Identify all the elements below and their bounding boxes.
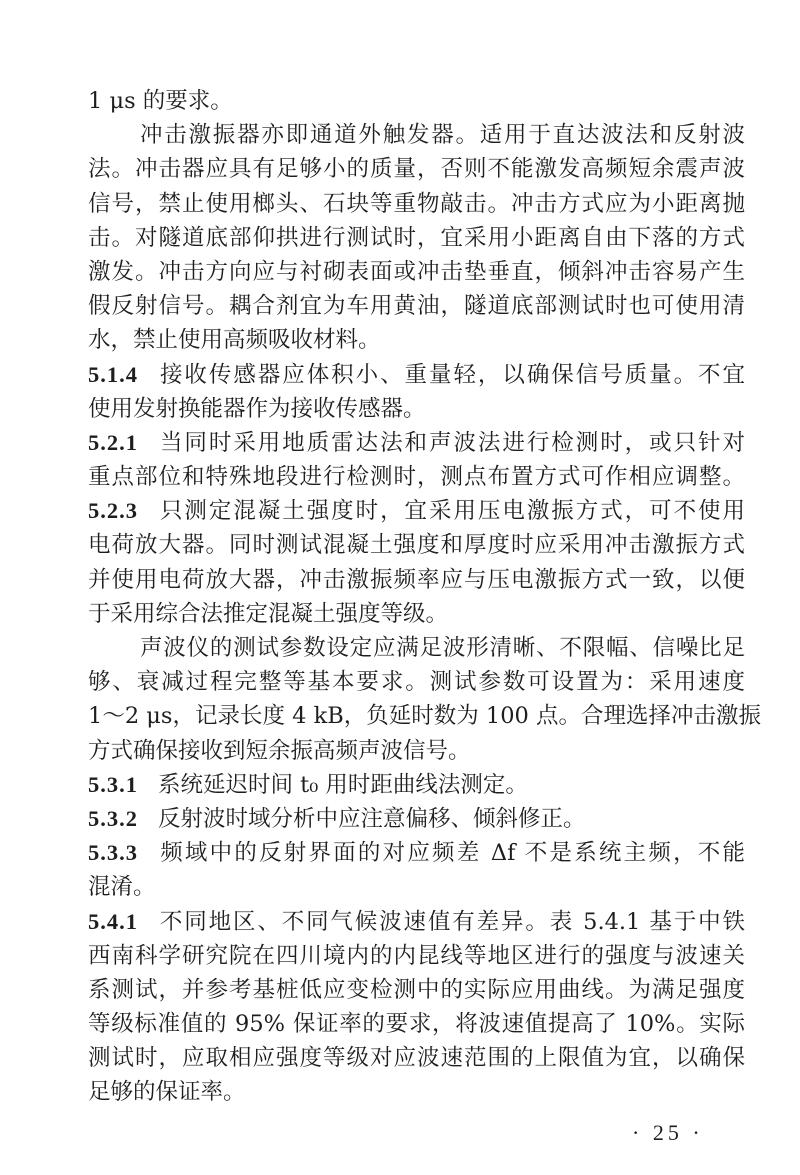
text-line (88, 973, 745, 1007)
section-number: 5.2.3 (88, 498, 138, 524)
text-line (88, 358, 745, 392)
text-line (88, 870, 745, 904)
section-number: 5.4.1 (88, 908, 138, 934)
page-number: · 25 · (632, 1120, 704, 1145)
text-line (88, 323, 745, 357)
text-line (88, 905, 745, 939)
line-text: 击。对隧道底部仰拱进行测试时，宜采用小距离自由下落的方式 (88, 224, 745, 251)
text-line (88, 494, 745, 528)
line-text: 测试时，应取相应强度等级对应波速范围的上限值为宜，以确保 (88, 1045, 745, 1072)
text-line (88, 939, 745, 973)
line-text: 并使用电荷放大器，冲击激振频率应与压电激振方式一致，以便 (88, 566, 745, 593)
line-text: 信号，禁止使用榔头、石块等重物敲击。冲击方式应为小距离抛 (88, 190, 745, 217)
line-text: 冲击激振器亦即通道外触发器。适用于直达波法和反射波 (140, 122, 745, 149)
section-number: 5.3.3 (88, 840, 138, 866)
line-text: 系统延迟时间 t₀ 用时距曲线法测定。 (158, 771, 528, 798)
line-text: 不同地区、不同气候波速值有差异。表 5.4.1 基于中铁 (158, 908, 745, 935)
text-line (88, 802, 745, 836)
line-text: 足够的保证率。 (88, 1079, 246, 1106)
line-text: 等级标准值的 95% 保证率的要求，将波速值提高了 10%。实际 (88, 1011, 745, 1038)
text-line (88, 1041, 745, 1075)
line-text: 混淆。 (88, 874, 156, 901)
text-line (88, 631, 745, 665)
line-text: 反射波时域分析中应注意偏移、倾斜修正。 (158, 805, 586, 832)
section-number: 5.3.1 (88, 771, 138, 797)
line-text: 声波仪的测试参数设定应满足波形清晰、不限幅、信噪比足 (140, 635, 745, 661)
section-number: 5.1.4 (88, 361, 138, 387)
line-text: 假反射信号。耦合剂宜为车用黄油，隧道底部测试时也可使用清 (88, 293, 745, 320)
text-line (88, 836, 745, 870)
text-line (88, 1007, 745, 1041)
text-line (88, 528, 745, 562)
line-text: 当同时采用地质雷达法和声波法进行检测时，或只针对 (158, 429, 745, 456)
text-line (88, 187, 745, 221)
document-body (88, 84, 761, 1110)
text-line (88, 734, 745, 768)
line-text: 系测试，并参考基桩低应变检测中的实际应用曲线。为满足强度 (88, 976, 745, 1003)
section-number: 5.3.2 (88, 805, 138, 831)
line-text: 只测定混凝土强度时，宜采用压电激振方式，可不使用 (158, 498, 745, 525)
line-text: 重点部位和特殊地段进行检测时，测点布置方式可作相应调整。 (88, 464, 745, 491)
line-text: 1～2 μs，记录长度 4 kB，负延时数为 100 点。合理选择冲击激振 (88, 703, 761, 730)
line-text: 方式确保接收到短余振高频声波信号。 (88, 737, 471, 764)
line-text: 接收传感器应体积小、重量轻，以确保信号质量。不宜 (158, 361, 745, 388)
text-line (88, 84, 745, 118)
line-text: 够、衰减过程完整等基本要求。测试参数可设置为：采用速度 (88, 669, 745, 696)
text-line (88, 460, 745, 494)
text-line (88, 563, 745, 597)
line-text: 激发。冲击方向应与衬砌表面或冲击垫垂直，倾斜冲击容易产生 (88, 258, 745, 285)
section-number: 5.2.1 (88, 429, 138, 455)
text-line (88, 118, 745, 152)
line-text: 水，禁止使用高频吸收材料。 (88, 327, 381, 354)
text-line (88, 255, 745, 289)
text-line (88, 221, 745, 255)
line-text: 西南科学研究院在四川境内的内昆线等地区进行的强度与波速关 (88, 942, 745, 969)
text-line (88, 289, 745, 323)
text-line (88, 392, 745, 426)
line-text: 1 μs 的要求。 (88, 88, 233, 114)
line-text: 使用发射换能器作为接收传感器。 (88, 395, 426, 422)
text-line (88, 768, 745, 802)
text-line (88, 426, 745, 460)
line-text: 法。冲击器应具有足够小的质量，否则不能激发高频短余震声波 (88, 156, 745, 183)
text-line (88, 597, 745, 631)
text-line (88, 665, 745, 699)
text-line (88, 152, 745, 186)
line-text: 于采用综合法推定混凝土强度等级。 (88, 600, 449, 627)
text-line (88, 1075, 745, 1109)
line-text: 频域中的反射界面的对应频差 Δf 不是系统主频，不能 (158, 840, 745, 867)
line-text: 电荷放大器。同时测试混凝土强度和厚度时应采用冲击激振方式 (88, 532, 745, 559)
text-line (88, 699, 761, 733)
